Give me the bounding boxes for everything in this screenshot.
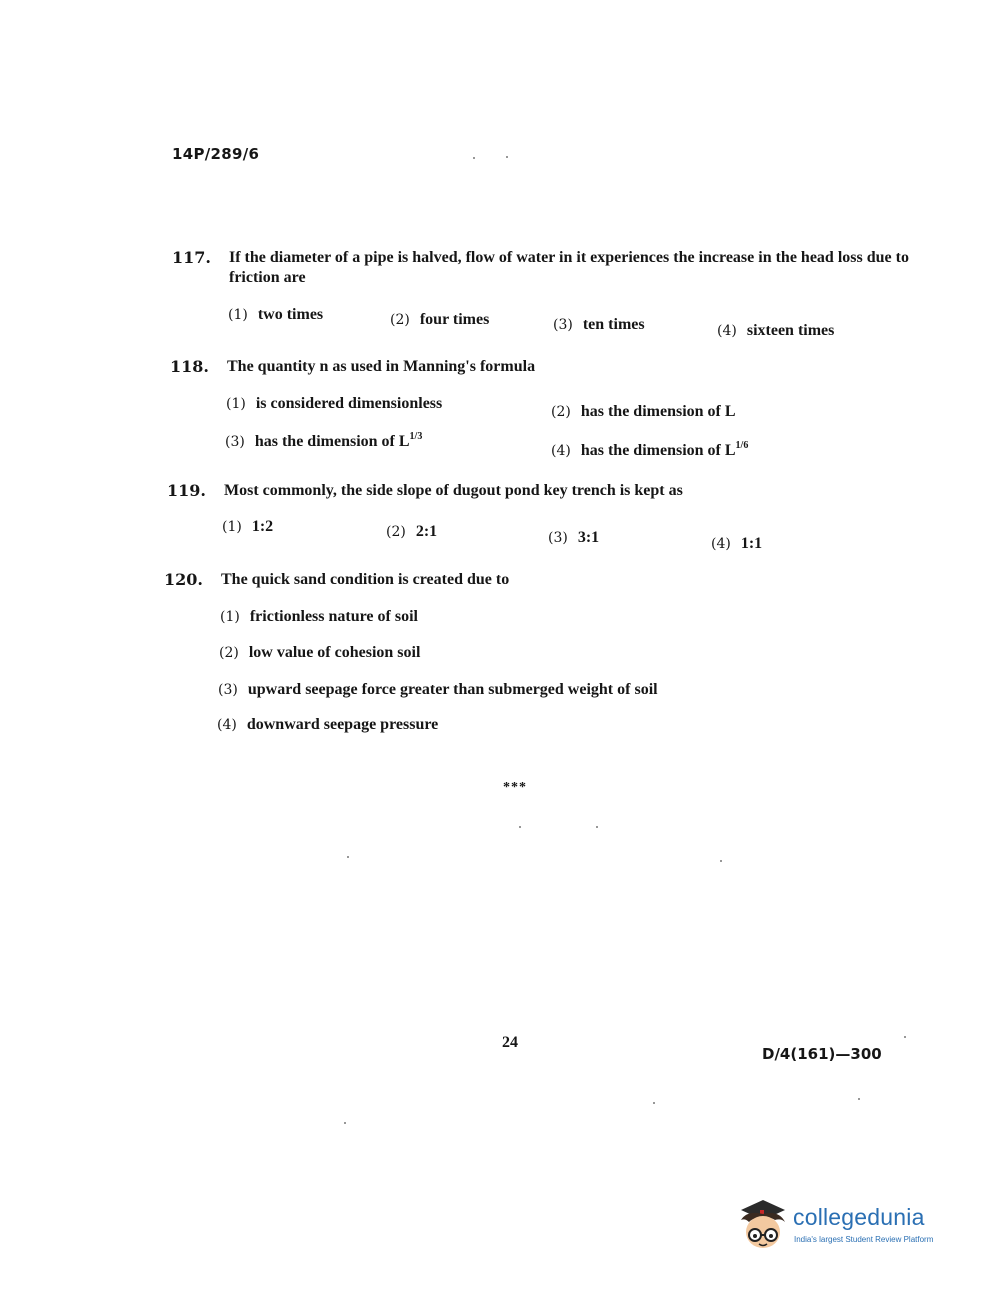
option-number: (2) xyxy=(390,312,410,328)
scan-speck xyxy=(904,1036,906,1038)
option-120-1[interactable] xyxy=(220,608,418,626)
option-number: (1) xyxy=(226,396,246,412)
option-number: (2) xyxy=(551,404,571,420)
option-text: frictionless nature of soil xyxy=(249,608,418,625)
option-text: has the dimension of L xyxy=(580,403,736,420)
option-118-4[interactable] xyxy=(551,440,748,460)
option-number: (4) xyxy=(711,536,731,552)
option-117-1[interactable] xyxy=(228,306,323,324)
question-number: 117. xyxy=(172,248,211,267)
option-119-2[interactable] xyxy=(386,523,437,541)
option-118-2[interactable] xyxy=(551,403,736,421)
option-text: two times xyxy=(257,306,324,323)
option-text: 1:2 xyxy=(251,518,274,535)
collegedunia-watermark xyxy=(733,1196,963,1262)
option-120-2[interactable] xyxy=(219,644,420,662)
scan-speck xyxy=(506,156,508,158)
option-118-3[interactable] xyxy=(225,431,422,451)
option-117-2[interactable] xyxy=(390,311,489,329)
scan-speck xyxy=(519,826,521,828)
option-superscript: 1/3 xyxy=(409,431,423,442)
scan-speck xyxy=(596,826,598,828)
option-number: (4) xyxy=(551,443,571,459)
question-number: 120. xyxy=(164,570,203,589)
option-number: (1) xyxy=(222,519,242,535)
question-text: The quick sand condition is created due to xyxy=(221,571,510,588)
option-text: has the dimension of L xyxy=(254,433,410,450)
option-text: four times xyxy=(419,311,490,328)
option-text: 3:1 xyxy=(577,529,600,546)
option-text: downward seepage pressure xyxy=(246,716,439,733)
option-118-1[interactable] xyxy=(226,395,442,413)
option-text: is considered dimensionless xyxy=(255,395,443,412)
option-number: (2) xyxy=(386,524,406,540)
watermark-tagline: India's largest Student Review Platform xyxy=(794,1235,934,1244)
scan-speck xyxy=(347,856,349,858)
option-119-1[interactable] xyxy=(222,518,273,536)
option-number: (3) xyxy=(218,682,238,698)
option-119-3[interactable] xyxy=(548,529,599,547)
option-text: has the dimension of L xyxy=(580,442,736,459)
watermark-brand: collegedunia xyxy=(793,1204,925,1230)
option-117-3[interactable] xyxy=(553,316,645,334)
option-number: (3) xyxy=(548,530,568,546)
booklet-code: D/4(161)—300 xyxy=(762,1045,882,1063)
option-text: low value of cohesion soil xyxy=(248,644,421,661)
question-text: If the diameter of a pipe is halved, flow of water in it experiences the increase in the head loss due to friction are xyxy=(229,249,909,286)
option-text: upward seepage force greater than submerged weight of soil xyxy=(247,681,658,698)
option-117-4[interactable] xyxy=(717,322,834,340)
page-number: 24 xyxy=(502,1034,518,1051)
option-text: sixteen times xyxy=(746,322,835,339)
scan-speck xyxy=(858,1098,860,1100)
option-120-4[interactable] xyxy=(217,716,438,734)
option-text: ten times xyxy=(582,316,645,333)
scan-speck xyxy=(653,1102,655,1104)
scan-speck xyxy=(720,860,722,862)
question-text: Most commonly, the side slope of dugout pond key trench is kept as xyxy=(224,482,683,499)
option-119-4[interactable] xyxy=(711,535,762,553)
option-number: (2) xyxy=(219,645,239,661)
option-number: (4) xyxy=(717,323,737,339)
scan-speck xyxy=(473,157,475,159)
option-number: (3) xyxy=(225,434,245,450)
paper-code: 14P/289/6 xyxy=(172,145,260,163)
question-number: 119. xyxy=(167,481,206,500)
option-number: (4) xyxy=(217,717,237,733)
question-text: The quantity n as used in Manning's formula xyxy=(227,358,536,375)
end-marker: *** xyxy=(503,780,527,795)
option-number: (1) xyxy=(228,307,248,323)
scan-speck xyxy=(344,1122,346,1124)
option-superscript: 1/6 xyxy=(735,440,749,451)
question-number: 118. xyxy=(170,357,209,376)
option-text: 2:1 xyxy=(415,523,438,540)
mascot-logo-icon xyxy=(733,1196,791,1262)
option-number: (1) xyxy=(220,609,240,625)
option-text: 1:1 xyxy=(740,535,763,552)
option-120-3[interactable] xyxy=(218,681,658,699)
option-number: (3) xyxy=(553,317,573,333)
